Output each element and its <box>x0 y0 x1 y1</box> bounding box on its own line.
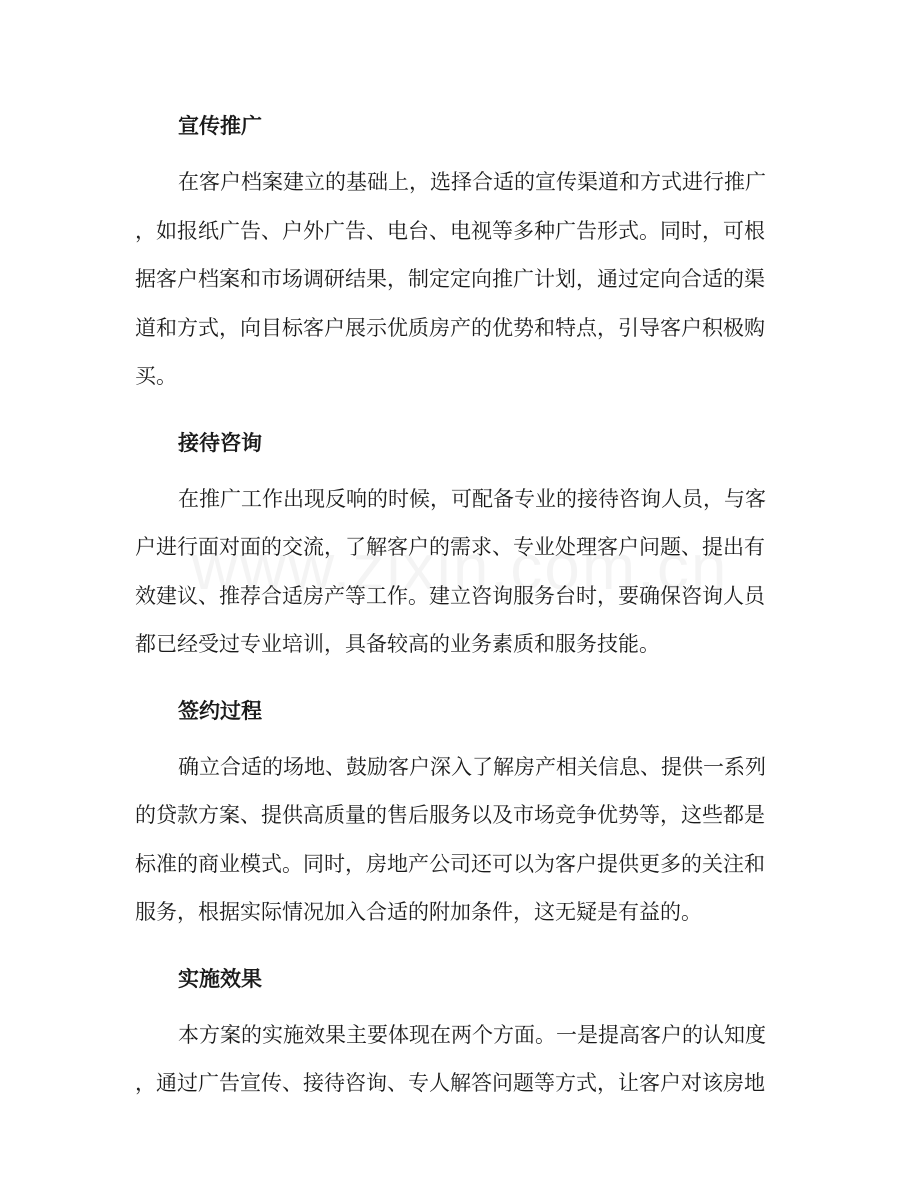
paragraph-line: 户进行面对面的交流，了解客户的需求、专业处理客户问题、提出有 <box>135 535 765 559</box>
section-heading: 宣传推广 <box>178 114 262 138</box>
paragraph-line: 效建议、推荐合适房产等工作。建立咨询服务台时，要确保咨询人员 <box>135 583 765 608</box>
section-heading: 接待咨询 <box>178 430 262 455</box>
section-paragraph <box>135 1011 785 1108</box>
section-heading: 签约过程 <box>178 698 262 723</box>
paragraph-line: 买。 <box>135 364 177 388</box>
paragraph-line: ，如报纸广告、户外广告、电台、电视等多种广告形式。同时，可根 <box>135 218 765 243</box>
paragraph-line: 据客户档案和市场调研结果，制定定向推广计划，通过定向合适的渠 <box>135 267 765 291</box>
paragraph-line: 在推广工作出现反响的时候，可配备专业的接待咨询人员，与客 <box>178 486 766 511</box>
paragraph-line: 的贷款方案、提供高质量的售后服务以及市场竞争优势等，这些都是 <box>135 803 765 827</box>
section-paragraph <box>135 743 785 937</box>
section-paragraph <box>135 158 785 401</box>
paragraph-line: 服务，根据实际情况加入合适的附加条件，这无疑是有益的。 <box>135 900 702 924</box>
section-heading: 实施效果 <box>178 966 262 991</box>
paragraph-line: 标准的商业模式。同时，房地产公司还可以为客户提供更多的关注和 <box>135 851 765 876</box>
paragraph-line: 道和方式，向目标客户展示优质房产的优势和特点，引导客户积极购 <box>135 315 765 340</box>
section-paragraph <box>135 475 785 669</box>
paragraph-line: 在客户档案建立的基础上，选择合适的宣传渠道和方式进行推广 <box>178 170 766 194</box>
paragraph-line: 本方案的实施效果主要体现在两个方面。一是提高客户的认知度 <box>178 1022 766 1047</box>
document-body <box>135 104 785 1128</box>
paragraph-line: ，通过广告宣传、接待咨询、专人解答问题等方式，让客户对该房地 <box>135 1071 765 1095</box>
paragraph-line: 都已经受过专业培训，具备较高的业务素质和服务技能。 <box>135 632 660 656</box>
paragraph-line: 确立合适的场地、鼓励客户深入了解房产相关信息、提供一系列 <box>178 754 766 779</box>
